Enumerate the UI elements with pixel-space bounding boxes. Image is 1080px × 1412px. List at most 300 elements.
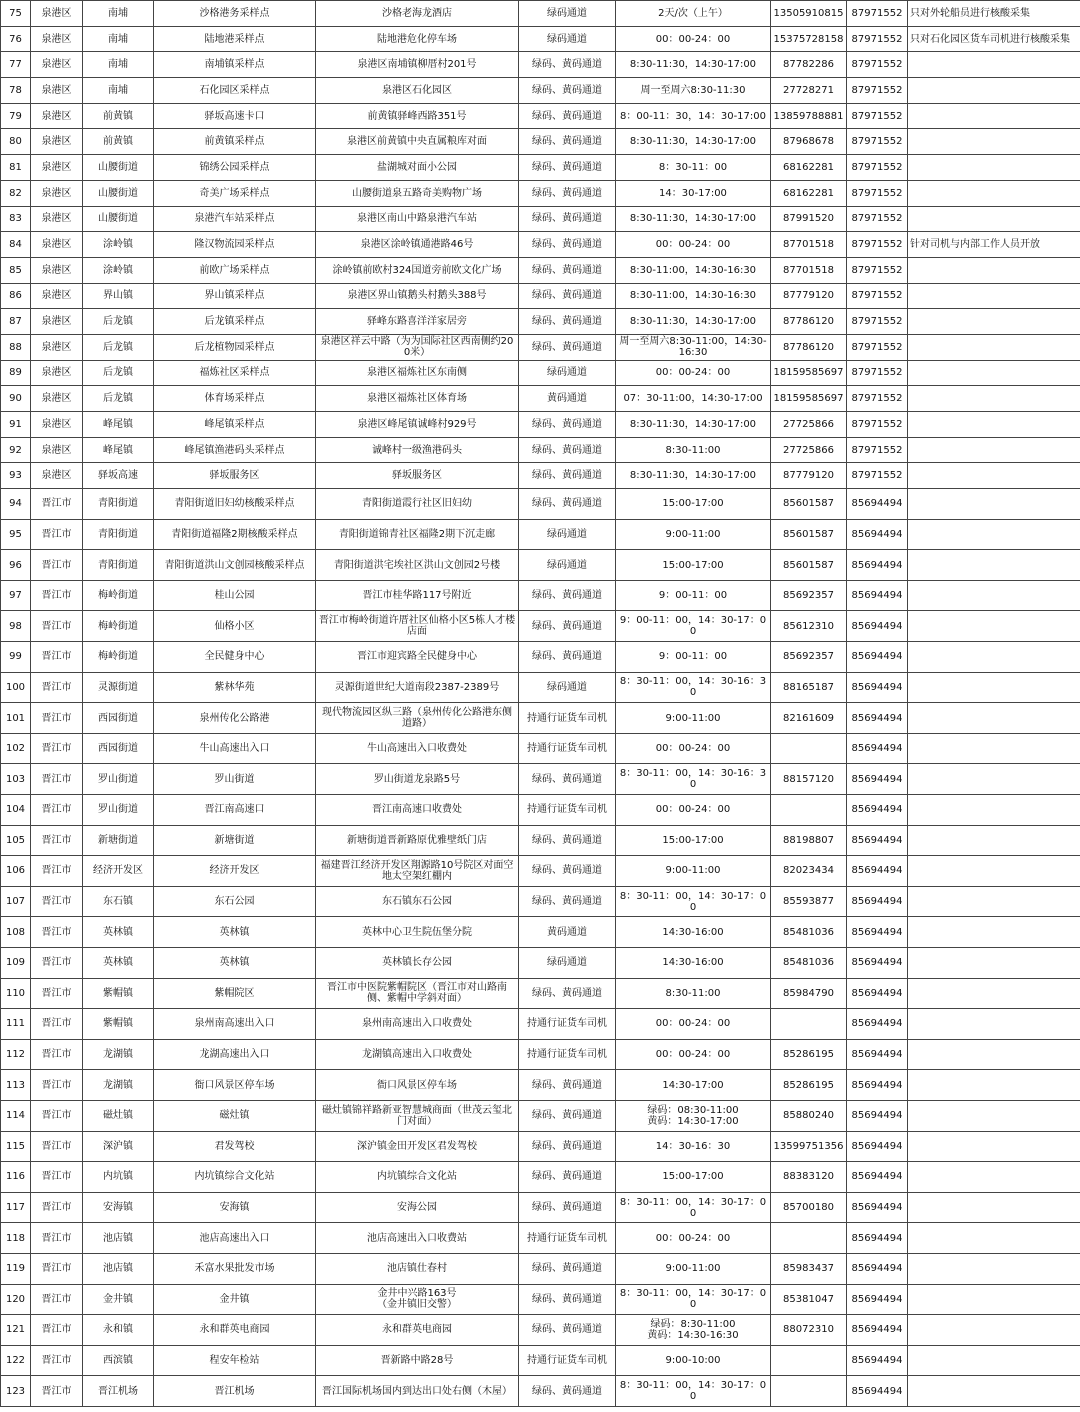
table-row bbox=[1, 334, 1080, 360]
note-cell bbox=[908, 611, 1080, 642]
note-cell bbox=[908, 360, 1080, 386]
contact-phone-cell: 87991520 bbox=[771, 206, 847, 232]
table-row bbox=[1, 550, 1080, 581]
channel-cell: 绿码、黄码通道 bbox=[519, 334, 616, 360]
site-name-cell: 沙格港务采样点 bbox=[154, 1, 316, 27]
site-name-cell: 英林镇 bbox=[154, 917, 316, 948]
district-cell: 晋江市 bbox=[31, 1345, 83, 1376]
hours-cell: 00：00-24：00 bbox=[616, 26, 771, 52]
hours-cell: 8：30-11：00，14：30-17：00 bbox=[616, 1376, 771, 1407]
site-name-cell: 奇美广场采样点 bbox=[154, 180, 316, 206]
channel-cell: 持通行证货车司机 bbox=[519, 1345, 616, 1376]
note-cell bbox=[908, 1345, 1080, 1376]
hotline-phone-cell: 85694494 bbox=[847, 1131, 908, 1162]
address-cell: 驿坂服务区 bbox=[316, 463, 519, 489]
site-name-cell: 紫帽院区 bbox=[154, 978, 316, 1009]
contact-phone-cell: 82023434 bbox=[771, 856, 847, 887]
town-cell: 安海镇 bbox=[83, 1192, 154, 1223]
contact-phone-cell: 85692357 bbox=[771, 642, 847, 673]
town-cell: 英林镇 bbox=[83, 947, 154, 978]
channel-cell: 绿码、黄码通道 bbox=[519, 1253, 616, 1284]
table-row bbox=[1, 1376, 1080, 1407]
note-cell bbox=[908, 917, 1080, 948]
hotline-phone-cell: 85694494 bbox=[847, 795, 908, 826]
address-cell: 晋江市中医院紫帽院区（晋江市对山路南侧、紫帽中学斜对面） bbox=[316, 978, 519, 1009]
contact-phone-cell: 27728271 bbox=[771, 78, 847, 104]
address-cell: 深沪镇金田开发区君发驾校 bbox=[316, 1131, 519, 1162]
hours-cell: 绿码：08:30-11:00 黄码：14:30-17:00 bbox=[616, 1100, 771, 1131]
contact-phone-cell: 68162281 bbox=[771, 180, 847, 206]
town-cell: 驿坂高速 bbox=[83, 463, 154, 489]
address-cell: 新塘街道晋新路原优雅壁纸门店 bbox=[316, 825, 519, 856]
index-cell: 100 bbox=[1, 672, 31, 703]
index-cell: 120 bbox=[1, 1284, 31, 1315]
hours-cell: 8：30-11：00，14：30-17：00 bbox=[616, 886, 771, 917]
town-cell: 龙湖镇 bbox=[83, 1070, 154, 1101]
channel-cell: 绿码、黄码通道 bbox=[519, 437, 616, 463]
town-cell: 青阳街道 bbox=[83, 489, 154, 520]
contact-phone-cell: 85612310 bbox=[771, 611, 847, 642]
channel-cell: 持通行证货车司机 bbox=[519, 1039, 616, 1070]
index-cell: 110 bbox=[1, 978, 31, 1009]
table-row bbox=[1, 52, 1080, 78]
channel-cell: 绿码、黄码通道 bbox=[519, 129, 616, 155]
index-cell: 92 bbox=[1, 437, 31, 463]
hours-cell: 8:30-11:30，14:30-17:00 bbox=[616, 129, 771, 155]
note-cell bbox=[908, 309, 1080, 335]
note-cell bbox=[908, 672, 1080, 703]
district-cell: 晋江市 bbox=[31, 642, 83, 673]
hotline-phone-cell: 85694494 bbox=[847, 947, 908, 978]
note-cell bbox=[908, 703, 1080, 734]
note-cell bbox=[908, 52, 1080, 78]
contact-phone-cell: 87701518 bbox=[771, 232, 847, 258]
hotline-phone-cell: 85694494 bbox=[847, 1315, 908, 1346]
town-cell: 南埔 bbox=[83, 52, 154, 78]
contact-phone-cell: 88198807 bbox=[771, 825, 847, 856]
note-cell bbox=[908, 103, 1080, 129]
address-cell: 福建晋江经济开发区翔源路10号院区对面空地太空架红棚内 bbox=[316, 856, 519, 887]
district-cell: 泉港区 bbox=[31, 206, 83, 232]
table-row bbox=[1, 733, 1080, 764]
index-cell: 117 bbox=[1, 1192, 31, 1223]
town-cell: 晋江机场 bbox=[83, 1376, 154, 1407]
note-cell bbox=[908, 155, 1080, 181]
channel-cell: 绿码、黄码通道 bbox=[519, 1162, 616, 1193]
address-cell: 金井中兴路163号 （金井镇旧交警） bbox=[316, 1284, 519, 1315]
address-cell: 英林镇长存公园 bbox=[316, 947, 519, 978]
contact-phone-cell: 13599751356 bbox=[771, 1131, 847, 1162]
district-cell: 泉港区 bbox=[31, 232, 83, 258]
hours-cell: 9：00-11：00 bbox=[616, 580, 771, 611]
note-cell bbox=[908, 1253, 1080, 1284]
town-cell: 西园街道 bbox=[83, 703, 154, 734]
site-name-cell: 青阳街道旧妇幼核酸采样点 bbox=[154, 489, 316, 520]
channel-cell: 绿码、黄码通道 bbox=[519, 78, 616, 104]
district-cell: 泉港区 bbox=[31, 412, 83, 438]
note-cell bbox=[908, 1100, 1080, 1131]
district-cell: 晋江市 bbox=[31, 1070, 83, 1101]
index-cell: 111 bbox=[1, 1009, 31, 1040]
contact-phone-cell: 13505910815 bbox=[771, 1, 847, 27]
hours-cell: 8:30-11:30，14:30-17:00 bbox=[616, 206, 771, 232]
channel-cell: 绿码、黄码通道 bbox=[519, 232, 616, 258]
hours-cell: 14:30-16:00 bbox=[616, 947, 771, 978]
address-cell: 泉港区福炼社区体育场 bbox=[316, 386, 519, 412]
table-row bbox=[1, 1100, 1080, 1131]
contact-phone-cell: 85601587 bbox=[771, 489, 847, 520]
hours-cell: 14：30-16：30 bbox=[616, 1131, 771, 1162]
note-cell bbox=[908, 257, 1080, 283]
note-cell bbox=[908, 550, 1080, 581]
channel-cell: 绿码、黄码通道 bbox=[519, 283, 616, 309]
district-cell: 晋江市 bbox=[31, 795, 83, 826]
town-cell: 山腰街道 bbox=[83, 180, 154, 206]
index-cell: 81 bbox=[1, 155, 31, 181]
table-row bbox=[1, 180, 1080, 206]
town-cell: 池店镇 bbox=[83, 1253, 154, 1284]
address-cell: 晋江南高速口收费处 bbox=[316, 795, 519, 826]
site-name-cell: 金井镇 bbox=[154, 1284, 316, 1315]
address-cell: 青阳街道霞行社区旧妇幼 bbox=[316, 489, 519, 520]
channel-cell: 绿码、黄码通道 bbox=[519, 463, 616, 489]
channel-cell: 绿码、黄码通道 bbox=[519, 309, 616, 335]
note-cell bbox=[908, 1070, 1080, 1101]
site-name-cell: 驿坂高速卡口 bbox=[154, 103, 316, 129]
channel-cell: 持通行证货车司机 bbox=[519, 795, 616, 826]
hours-cell: 00：00-24：00 bbox=[616, 733, 771, 764]
channel-cell: 绿码、黄码通道 bbox=[519, 180, 616, 206]
table-row bbox=[1, 611, 1080, 642]
table-row bbox=[1, 1039, 1080, 1070]
note-cell bbox=[908, 437, 1080, 463]
note-cell bbox=[908, 180, 1080, 206]
contact-phone-cell: 85692357 bbox=[771, 580, 847, 611]
contact-phone-cell: 68162281 bbox=[771, 155, 847, 181]
hotline-phone-cell: 85694494 bbox=[847, 733, 908, 764]
district-cell: 晋江市 bbox=[31, 1253, 83, 1284]
town-cell: 罗山街道 bbox=[83, 795, 154, 826]
town-cell: 峰尾镇 bbox=[83, 412, 154, 438]
index-cell: 87 bbox=[1, 309, 31, 335]
hours-cell: 9:00-11:00 bbox=[616, 519, 771, 550]
channel-cell: 绿码、黄码通道 bbox=[519, 1315, 616, 1346]
table-row bbox=[1, 519, 1080, 550]
district-cell: 泉港区 bbox=[31, 52, 83, 78]
district-cell: 晋江市 bbox=[31, 1223, 83, 1254]
note-cell bbox=[908, 580, 1080, 611]
note-cell bbox=[908, 1315, 1080, 1346]
district-cell: 晋江市 bbox=[31, 1009, 83, 1040]
district-cell: 晋江市 bbox=[31, 1039, 83, 1070]
hotline-phone-cell: 87971552 bbox=[847, 206, 908, 232]
address-cell: 泉港区祥云中路（为为国际社区西南侧约200米） bbox=[316, 334, 519, 360]
index-cell: 98 bbox=[1, 611, 31, 642]
district-cell: 晋江市 bbox=[31, 733, 83, 764]
hours-cell: 9:00-11:00 bbox=[616, 703, 771, 734]
hotline-phone-cell: 87971552 bbox=[847, 309, 908, 335]
index-cell: 123 bbox=[1, 1376, 31, 1407]
contact-phone-cell: 82161609 bbox=[771, 703, 847, 734]
index-cell: 91 bbox=[1, 412, 31, 438]
site-name-cell: 前黄镇采样点 bbox=[154, 129, 316, 155]
hotline-phone-cell: 87971552 bbox=[847, 155, 908, 181]
channel-cell: 持通行证货车司机 bbox=[519, 1223, 616, 1254]
contact-phone-cell: 85381047 bbox=[771, 1284, 847, 1315]
contact-phone-cell bbox=[771, 733, 847, 764]
town-cell: 英林镇 bbox=[83, 917, 154, 948]
table-row bbox=[1, 1162, 1080, 1193]
note-cell bbox=[908, 947, 1080, 978]
hours-cell: 8:30-11:30，14:30-17:00 bbox=[616, 463, 771, 489]
hours-cell: 周一至周六8:30-11:30 bbox=[616, 78, 771, 104]
address-cell: 英林中心卫生院伍堡分院 bbox=[316, 917, 519, 948]
table-row bbox=[1, 206, 1080, 232]
hours-cell: 8:30-11:00，14:30-16:30 bbox=[616, 257, 771, 283]
note-cell bbox=[908, 978, 1080, 1009]
index-cell: 84 bbox=[1, 232, 31, 258]
town-cell: 涂岭镇 bbox=[83, 257, 154, 283]
channel-cell: 持通行证货车司机 bbox=[519, 733, 616, 764]
site-name-cell: 峰尾镇采样点 bbox=[154, 412, 316, 438]
town-cell: 内坑镇 bbox=[83, 1162, 154, 1193]
channel-cell: 绿码、黄码通道 bbox=[519, 1192, 616, 1223]
hotline-phone-cell: 87971552 bbox=[847, 257, 908, 283]
note-cell bbox=[908, 886, 1080, 917]
district-cell: 泉港区 bbox=[31, 26, 83, 52]
note-cell: 只对石化园区货车司机进行核酸采集 bbox=[908, 26, 1080, 52]
hotline-phone-cell: 85694494 bbox=[847, 611, 908, 642]
hours-cell: 9:00-11:00 bbox=[616, 856, 771, 887]
town-cell: 山腰街道 bbox=[83, 155, 154, 181]
table-row bbox=[1, 283, 1080, 309]
table-row bbox=[1, 1223, 1080, 1254]
note-cell bbox=[908, 1192, 1080, 1223]
index-cell: 102 bbox=[1, 733, 31, 764]
address-cell: 泉港区石化园区 bbox=[316, 78, 519, 104]
hotline-phone-cell: 85694494 bbox=[847, 1376, 908, 1407]
district-cell: 泉港区 bbox=[31, 1, 83, 27]
hotline-phone-cell: 85694494 bbox=[847, 1162, 908, 1193]
address-cell: 晋江市迎宾路全民健身中心 bbox=[316, 642, 519, 673]
channel-cell: 绿码、黄码通道 bbox=[519, 1376, 616, 1407]
hours-cell: 8:30-11:30，14:30-17:00 bbox=[616, 412, 771, 438]
channel-cell: 绿码通道 bbox=[519, 360, 616, 386]
site-name-cell: 经济开发区 bbox=[154, 856, 316, 887]
index-cell: 118 bbox=[1, 1223, 31, 1254]
address-cell: 驿峰东路喜洋洋家居旁 bbox=[316, 309, 519, 335]
index-cell: 108 bbox=[1, 917, 31, 948]
town-cell: 池店镇 bbox=[83, 1223, 154, 1254]
table-row bbox=[1, 232, 1080, 258]
district-cell: 泉港区 bbox=[31, 283, 83, 309]
hours-cell: 15:00-17:00 bbox=[616, 825, 771, 856]
hotline-phone-cell: 85694494 bbox=[847, 1192, 908, 1223]
table-row bbox=[1, 947, 1080, 978]
district-cell: 泉港区 bbox=[31, 155, 83, 181]
contact-phone-cell: 18159585697 bbox=[771, 386, 847, 412]
contact-phone-cell: 88383120 bbox=[771, 1162, 847, 1193]
district-cell: 晋江市 bbox=[31, 886, 83, 917]
site-name-cell: 磁灶镇 bbox=[154, 1100, 316, 1131]
site-name-cell: 体育场采样点 bbox=[154, 386, 316, 412]
address-cell: 青阳街道锦青社区福隆2期下沉走廊 bbox=[316, 519, 519, 550]
contact-phone-cell: 85593877 bbox=[771, 886, 847, 917]
contact-phone-cell: 87779120 bbox=[771, 283, 847, 309]
note-cell bbox=[908, 334, 1080, 360]
channel-cell: 绿码、黄码通道 bbox=[519, 206, 616, 232]
hotline-phone-cell: 85694494 bbox=[847, 1070, 908, 1101]
contact-phone-cell: 85286195 bbox=[771, 1070, 847, 1101]
site-name-cell: 禾富水果批发市场 bbox=[154, 1253, 316, 1284]
index-cell: 86 bbox=[1, 283, 31, 309]
town-cell: 紫帽镇 bbox=[83, 1009, 154, 1040]
site-name-cell: 南埔镇采样点 bbox=[154, 52, 316, 78]
district-cell: 晋江市 bbox=[31, 825, 83, 856]
district-cell: 晋江市 bbox=[31, 519, 83, 550]
hotline-phone-cell: 87971552 bbox=[847, 26, 908, 52]
table-row bbox=[1, 856, 1080, 887]
contact-phone-cell bbox=[771, 1009, 847, 1040]
channel-cell: 绿码、黄码通道 bbox=[519, 886, 616, 917]
district-cell: 泉港区 bbox=[31, 129, 83, 155]
site-name-cell: 青阳街道洪山文创园核酸采样点 bbox=[154, 550, 316, 581]
site-name-cell: 隆汉物流园采样点 bbox=[154, 232, 316, 258]
hotline-phone-cell: 85694494 bbox=[847, 856, 908, 887]
channel-cell: 绿码、黄码通道 bbox=[519, 1131, 616, 1162]
index-cell: 96 bbox=[1, 550, 31, 581]
index-cell: 103 bbox=[1, 764, 31, 795]
town-cell: 新塘街道 bbox=[83, 825, 154, 856]
channel-cell: 绿码通道 bbox=[519, 519, 616, 550]
town-cell: 龙湖镇 bbox=[83, 1039, 154, 1070]
hotline-phone-cell: 87971552 bbox=[847, 386, 908, 412]
hotline-phone-cell: 87971552 bbox=[847, 463, 908, 489]
contact-phone-cell: 85481036 bbox=[771, 947, 847, 978]
town-cell: 梅岭街道 bbox=[83, 611, 154, 642]
table-row bbox=[1, 1253, 1080, 1284]
town-cell: 永和镇 bbox=[83, 1315, 154, 1346]
index-cell: 94 bbox=[1, 489, 31, 520]
town-cell: 界山镇 bbox=[83, 283, 154, 309]
note-cell bbox=[908, 283, 1080, 309]
table-row bbox=[1, 103, 1080, 129]
hours-cell: 15:00-17:00 bbox=[616, 489, 771, 520]
site-name-cell: 程安年检站 bbox=[154, 1345, 316, 1376]
district-cell: 晋江市 bbox=[31, 580, 83, 611]
contact-phone-cell: 85880240 bbox=[771, 1100, 847, 1131]
hotline-phone-cell: 87971552 bbox=[847, 103, 908, 129]
district-cell: 晋江市 bbox=[31, 1131, 83, 1162]
site-name-cell: 罗山街道 bbox=[154, 764, 316, 795]
hotline-phone-cell: 85694494 bbox=[847, 764, 908, 795]
district-cell: 泉港区 bbox=[31, 334, 83, 360]
contact-phone-cell: 85286195 bbox=[771, 1039, 847, 1070]
hours-cell: 9:00-11:00 bbox=[616, 1253, 771, 1284]
town-cell: 紫帽镇 bbox=[83, 978, 154, 1009]
index-cell: 77 bbox=[1, 52, 31, 78]
hotline-phone-cell: 85694494 bbox=[847, 1100, 908, 1131]
hotline-phone-cell: 87971552 bbox=[847, 360, 908, 386]
hours-cell: 15:00-17:00 bbox=[616, 1162, 771, 1193]
hours-cell: 00：00-24：00 bbox=[616, 1009, 771, 1040]
hotline-phone-cell: 87971552 bbox=[847, 232, 908, 258]
note-cell bbox=[908, 463, 1080, 489]
note-cell bbox=[908, 1009, 1080, 1040]
address-cell: 泉港区界山镇鹅头村鹅头388号 bbox=[316, 283, 519, 309]
table-row bbox=[1, 1131, 1080, 1162]
address-cell: 涂岭镇前欧村324国道旁前欧文化广场 bbox=[316, 257, 519, 283]
site-name-cell: 牛山高速出入口 bbox=[154, 733, 316, 764]
site-name-cell: 青阳街道福隆2期核酸采样点 bbox=[154, 519, 316, 550]
hours-cell: 15:00-17:00 bbox=[616, 550, 771, 581]
table-row bbox=[1, 1, 1080, 27]
channel-cell: 绿码、黄码通道 bbox=[519, 978, 616, 1009]
note-cell bbox=[908, 206, 1080, 232]
channel-cell: 绿码、黄码通道 bbox=[519, 257, 616, 283]
address-cell: 安海公园 bbox=[316, 1192, 519, 1223]
table-row bbox=[1, 155, 1080, 181]
index-cell: 89 bbox=[1, 360, 31, 386]
note-cell: 针对司机与内部工作人员开放 bbox=[908, 232, 1080, 258]
table-row bbox=[1, 1192, 1080, 1223]
site-name-cell: 君发驾校 bbox=[154, 1131, 316, 1162]
contact-phone-cell bbox=[771, 795, 847, 826]
contact-phone-cell bbox=[771, 1345, 847, 1376]
contact-phone-cell: 18159585697 bbox=[771, 360, 847, 386]
table-row bbox=[1, 489, 1080, 520]
address-cell: 牛山高速出入口收费处 bbox=[316, 733, 519, 764]
contact-phone-cell: 87786120 bbox=[771, 309, 847, 335]
town-cell: 后龙镇 bbox=[83, 309, 154, 335]
district-cell: 晋江市 bbox=[31, 703, 83, 734]
table-row bbox=[1, 1345, 1080, 1376]
note-cell bbox=[908, 1284, 1080, 1315]
site-name-cell: 前欧广场采样点 bbox=[154, 257, 316, 283]
hours-cell: 00：00-24：00 bbox=[616, 360, 771, 386]
table-row bbox=[1, 1070, 1080, 1101]
town-cell: 峰尾镇 bbox=[83, 437, 154, 463]
table-row bbox=[1, 412, 1080, 438]
district-cell: 晋江市 bbox=[31, 764, 83, 795]
index-cell: 99 bbox=[1, 642, 31, 673]
site-name-cell: 全民健身中心 bbox=[154, 642, 316, 673]
table-row bbox=[1, 1284, 1080, 1315]
district-cell: 晋江市 bbox=[31, 917, 83, 948]
note-cell bbox=[908, 412, 1080, 438]
site-name-cell: 内坑镇综合文化站 bbox=[154, 1162, 316, 1193]
table-row bbox=[1, 978, 1080, 1009]
site-name-cell: 新塘街道 bbox=[154, 825, 316, 856]
channel-cell: 绿码、黄码通道 bbox=[519, 1070, 616, 1101]
table-row bbox=[1, 437, 1080, 463]
hotline-phone-cell: 85694494 bbox=[847, 489, 908, 520]
note-cell bbox=[908, 1131, 1080, 1162]
district-cell: 泉港区 bbox=[31, 309, 83, 335]
address-cell: 磁灶镇锦祥路新亚智慧城商面（世茂云玺北门对面） bbox=[316, 1100, 519, 1131]
contact-phone-cell: 85601587 bbox=[771, 519, 847, 550]
channel-cell: 绿码、黄码通道 bbox=[519, 580, 616, 611]
hours-cell: 周一至周六8:30-11:00，14:30-16:30 bbox=[616, 334, 771, 360]
district-cell: 泉港区 bbox=[31, 386, 83, 412]
town-cell: 后龙镇 bbox=[83, 360, 154, 386]
site-name-cell: 仙格小区 bbox=[154, 611, 316, 642]
table-row bbox=[1, 309, 1080, 335]
address-cell: 池店高速出入口收费站 bbox=[316, 1223, 519, 1254]
site-name-cell: 泉州传化公路港 bbox=[154, 703, 316, 734]
district-cell: 晋江市 bbox=[31, 1376, 83, 1407]
table-row bbox=[1, 825, 1080, 856]
